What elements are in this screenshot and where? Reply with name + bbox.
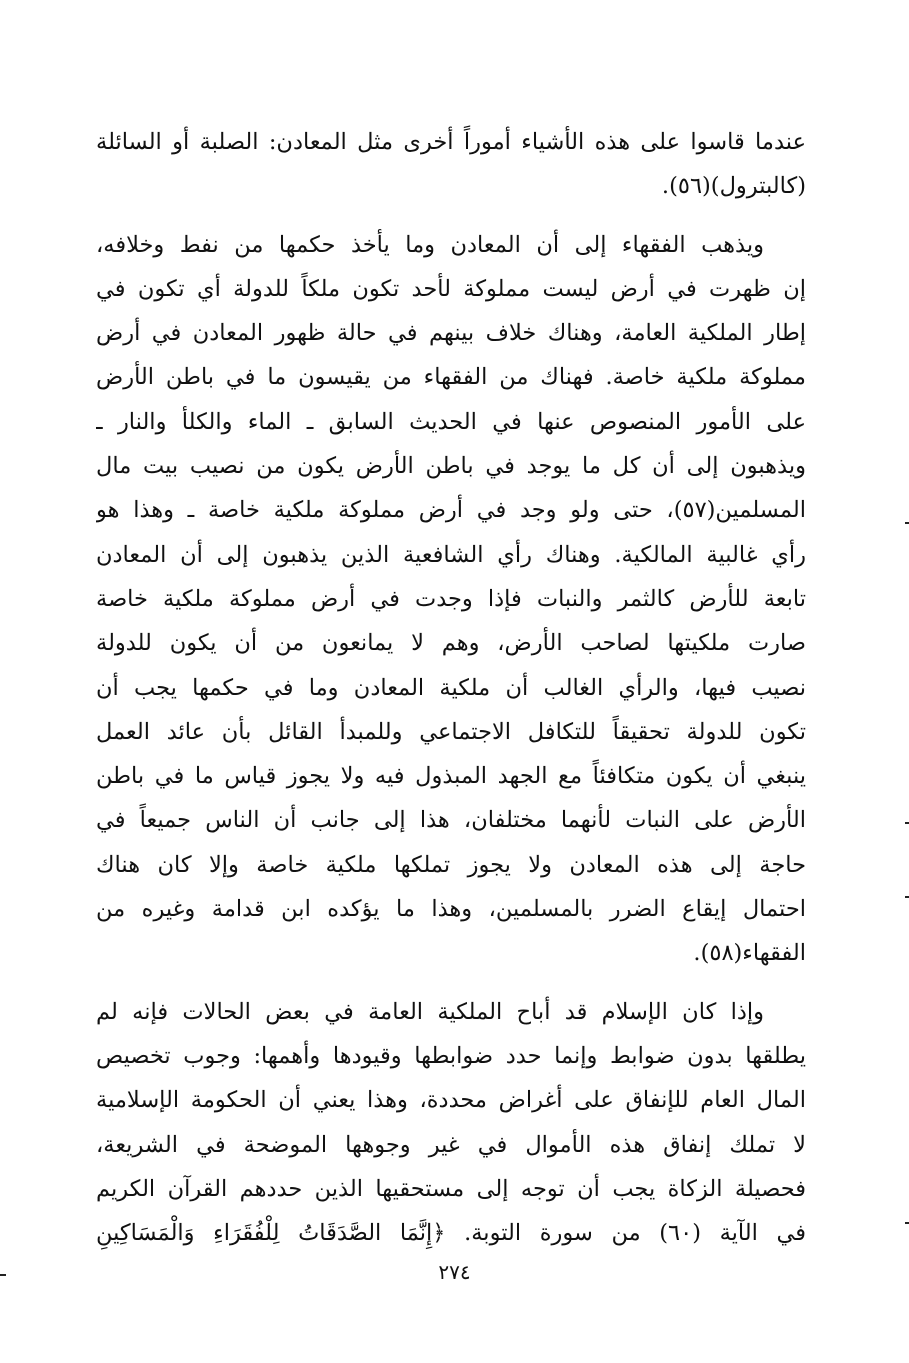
margin-mark	[0, 1274, 6, 1276]
text-line: ويذهب الفقهاء إلى أن المعادن وما يأخذ حكمها من نفط وخلافه،	[96, 231, 764, 258]
text-line: تكون للدولة تحقيقاً للتكافل الاجتماعي وللمبدأ القائل بأن عائد العمل	[96, 718, 806, 745]
text-line: الأرض على النبات لأنهما مختلفان، هذا إلى جانب أن الناس جميعاً في	[96, 807, 806, 834]
margin-mark	[905, 1222, 909, 1224]
text-line: (كالبترول)(٥٦).	[661, 173, 806, 200]
text-line: احتمال إيقاع الضرر بالمسلمين، وهذا ما يؤكده ابن قدامة وغيره من	[96, 896, 806, 923]
text-line: الفقهاء(٥٨).	[693, 940, 806, 967]
text-line: المسلمين(٥٧)، حتى ولو وجد في أرض مملوكة ملكية خاصة ـ وهذا هو	[96, 497, 806, 524]
text-line: ويذهبون إلى أن كل ما يوجد في باطن الأرض يكون من نصيب بيت مال	[96, 453, 806, 480]
text-line: حاجة إلى هذه المعادن ولا يجوز تملكها ملكية خاصة وإلا كان هناك	[96, 851, 806, 878]
text-line: مملوكة ملكية خاصة. فهناك من الفقهاء من يقيسون ما في باطن الأرض	[96, 364, 806, 391]
margin-mark	[905, 896, 909, 898]
text-line: يطلقها بدون ضوابط وإنما حدد ضوابطها وقيودها وأهمها: وجوب تخصيص	[96, 1042, 806, 1069]
margin-mark	[905, 822, 909, 824]
text-line: وإذا كان الإسلام قد أباح الملكية العامة في بعض الحالات فإنه لم	[96, 998, 764, 1025]
text-line: عندما قاسوا على هذه الأشياء أموراً أخرى مثل المعادن: الصلبة أو السائلة	[96, 129, 806, 155]
text-line: نصيب فيها، والرأي الغالب أن ملكية المعادن وما في حكمها يجب أن	[96, 674, 806, 701]
text-line: صارت ملكيتها لصاحب الأرض، وهم لا يمانعون من أن يكون للدولة	[96, 630, 806, 657]
text-line: رأي غالبية المالكية. وهناك رأي الشافعية الذين يذهبون إلى أن المعادن	[96, 541, 806, 568]
text-line: إطار الملكية العامة، وهناك خلاف بينهم في حالة ظهور المعادن في أرض	[96, 320, 806, 347]
text-line: تابعة للأرض كالثمر والنبات فإذا وجدت في أرض مملوكة ملكية خاصة	[96, 585, 806, 612]
text-line: على الأمور المنصوص عنها في الحديث السابق ـ الماء والكلأ والنار ـ	[96, 408, 806, 435]
margin-mark	[905, 522, 909, 524]
text-line: في الآية (٦٠) من سورة التوبة. ﴿إِنَّمَا الصَّدَقَاتُ لِلْفُقَرَاءِ وَالْمَسَاكِينِ	[96, 1220, 806, 1247]
paragraph-1	[96, 120, 806, 209]
page-number: ٢٧٤	[438, 1260, 471, 1284]
paragraph-2	[96, 223, 806, 976]
text-line: لا تملك إنفاق هذه الأموال في غير وجوهها الموضحة في الشريعة،	[96, 1131, 806, 1158]
text-line: إن ظهرت في أرض ليست مملوكة لأحد تكون ملكاً للدولة أي تكون في	[96, 275, 806, 302]
text-line: فحصيلة الزكاة يجب أن توجه إلى مستحقيها الذين حددهم القرآن الكريم	[96, 1175, 806, 1202]
text-line: المال العام للإنفاق على أغراض محددة، وهذا يعني أن الحكومة الإسلامية	[96, 1087, 806, 1114]
text-line: ينبغي أن يكون متكافئاً مع الجهد المبذول فيه ولا يجوز قياس ما في باطن	[96, 763, 806, 790]
paragraph-3	[96, 990, 806, 1256]
page-body	[96, 120, 806, 1255]
